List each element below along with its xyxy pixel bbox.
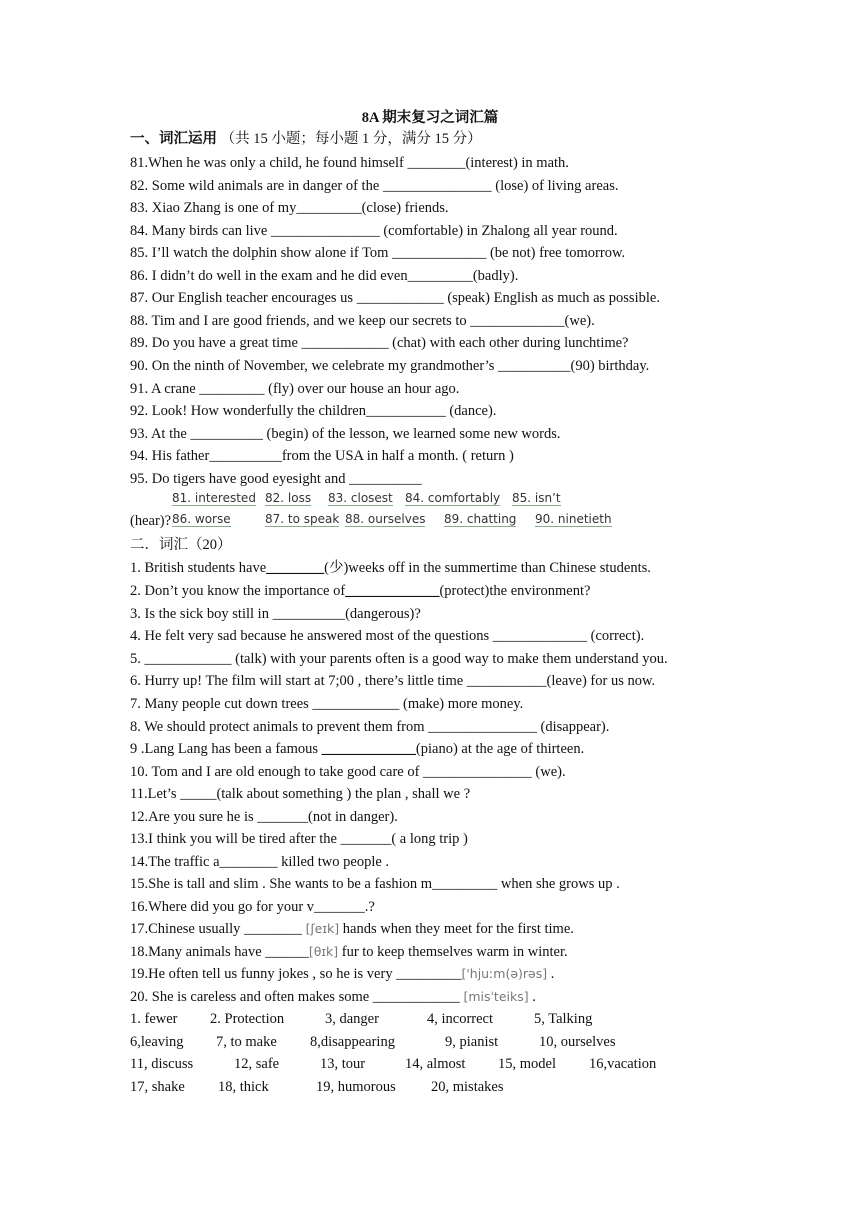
phonetic-17: [ʃeɪk] [305,921,340,936]
item-11: 11.Let’s _____(talk about something ) the plan , shall we ? [130,786,471,802]
answer-8: 8,disappearing [310,1034,395,1050]
item-10: 10. Tom and I are old enough to take good care of _______________ (we). [130,764,566,780]
answer-9: 9, pianist [445,1034,499,1050]
question-88: 88. Tim and I are good friends, and we keep our secrets to _____________(we). [130,313,595,329]
answer-83: 83. closest [328,491,393,505]
phonetic-20: [misˈteiks] [463,989,529,1004]
answer-4: 4, incorrect [427,1011,494,1027]
item-1: 1. British students have________(少)weeks off in the summertime than Chinese students. [130,560,651,576]
item-18: 18.Many animals have ______[θɪk] fur to keep themselves warm in winter. [130,944,568,960]
answer-16: 16,vacation [589,1056,657,1072]
section1-heading-line [130,130,482,148]
question-90: 90. On the ninth of November, we celebrate my grandmother’s __________(90) birthday. [130,358,650,374]
answer-88: 88. ourselves [345,512,426,526]
answer-20: 20, mistakes [431,1079,504,1095]
answer-86: 86. worse [172,512,231,526]
item-6: 6. Hurry up! The film will start at 7;00 , there’s little time ___________(leave) for us now. [130,673,656,689]
answer-17: 17, shake [130,1079,185,1095]
item-20: 20. She is careless and often makes some ____________ [misˈteiks] . [130,989,536,1005]
item-4: 4. He felt very sad because he answered most of the questions _____________ (correct). [130,628,645,644]
answer-1: 1. fewer [130,1011,178,1027]
answer-6: 6,leaving [130,1034,184,1050]
item-9: 9 .Lang Lang has been a famous _____________(piano) at the age of thirteen. [130,741,585,757]
answer-7: 7, to make [216,1034,277,1050]
item-8: 8. We should protect animals to prevent them from _______________ (disappear). [130,719,610,735]
answer-87: 87. to speak [265,512,340,526]
question-85: 85. I’ll watch the dolphin show alone if Tom _____________ (be not) free tomorrow. [130,245,626,261]
item-19: 19.He often tell us funny jokes , so he is very _________['hjuːm(ə)rəs] . [130,966,555,982]
item-14: 14.The traffic a________ killed two people . [130,854,390,870]
answer-5: 5, Talking [534,1011,593,1027]
answer-14: 14, almost [405,1056,466,1072]
answer-3: 3, danger [325,1011,379,1027]
question-81: 81.When he was only a child, he found himself ________(interest) in math. [130,155,569,171]
question-94: 94. His father__________from the USA in half a month. ( return ) [130,448,514,464]
item-13: 13.I think you will be tired after the _______( a long trip ) [130,831,468,847]
section2-heading: 二．词汇（20） [130,537,232,553]
item-3: 3. Is the sick boy still in __________(dangerous)? [130,606,421,622]
answer-11: 11, discuss [130,1056,194,1072]
phonetic-18: [θɪk] [308,944,339,959]
question-92: 92. Look! How wonderfully the children___________ (dance). [130,403,497,419]
answer-19: 19, humorous [316,1079,396,1095]
answer-90: 90. ninetieth [535,512,612,526]
question-83: 83. Xiao Zhang is one of my_________(close) friends. [130,200,449,216]
question-86: 86. I didn’t do well in the exam and he did even_________(badly). [130,268,519,284]
answer-12: 12, safe [234,1056,280,1072]
answer-10: 10, ourselves [539,1034,616,1050]
answer-82: 82. loss [265,491,312,505]
section1-heading: 一、词汇运用 [130,131,217,147]
item-17: 17.Chinese usually ________ [ʃeɪk] hands when they meet for the first time. [130,921,574,937]
phonetic-19: ['hjuːm(ə)rəs] [461,966,548,981]
question-87: 87. Our English teacher encourages us ____________ (speak) English as much as possible. [130,290,660,306]
answer-84: 84. comfortably [405,491,501,505]
section1-note: （共 15 小题；每小题 1 分，满分 15 分） [220,131,482,147]
page-title: 8A 期末复习之词汇篇 [361,110,499,126]
question-95: 95. Do tigers have good eyesight and __________ [130,471,422,487]
question-93: 93. At the __________ (begin) of the lesson, we learned some new words. [130,426,561,442]
answer-89: 89. chatting [444,512,517,526]
question-84: 84. Many birds can live _______________ (comfortable) in Zhalong all year round. [130,223,618,239]
answer-15: 15, model [498,1056,556,1072]
question-91: 91. A crane _________ (fly) over our house an hour ago. [130,381,460,397]
item-12: 12.Are you sure he is _______(not in danger). [130,809,398,825]
item-7: 7. Many people cut down trees ____________ (make) more money. [130,696,524,712]
answer-13: 13, tour [320,1056,366,1072]
item-5: 5. ____________ (talk) with your parents often is a good way to make them understand you. [130,651,668,667]
question-82: 82. Some wild animals are in danger of the _______________ (lose) of living areas. [130,178,619,194]
answer-18: 18, thick [218,1079,269,1095]
item-16: 16.Where did you go for your v_______.? [130,899,375,915]
item-2: 2. Don’t you know the importance of_____________(protect)the environment? [130,583,591,599]
question-95-tail: (hear)? [130,513,172,529]
answer-2: 2. Protection [210,1011,285,1027]
answer-85: 85. isn’t [512,491,561,505]
item-15: 15.She is tall and slim . She wants to be a fashion m_________ when she grows up . [130,876,620,892]
question-89: 89. Do you have a great time ____________ (chat) with each other during lunchtime? [130,335,629,351]
answer-81: 81. interested [172,491,256,505]
